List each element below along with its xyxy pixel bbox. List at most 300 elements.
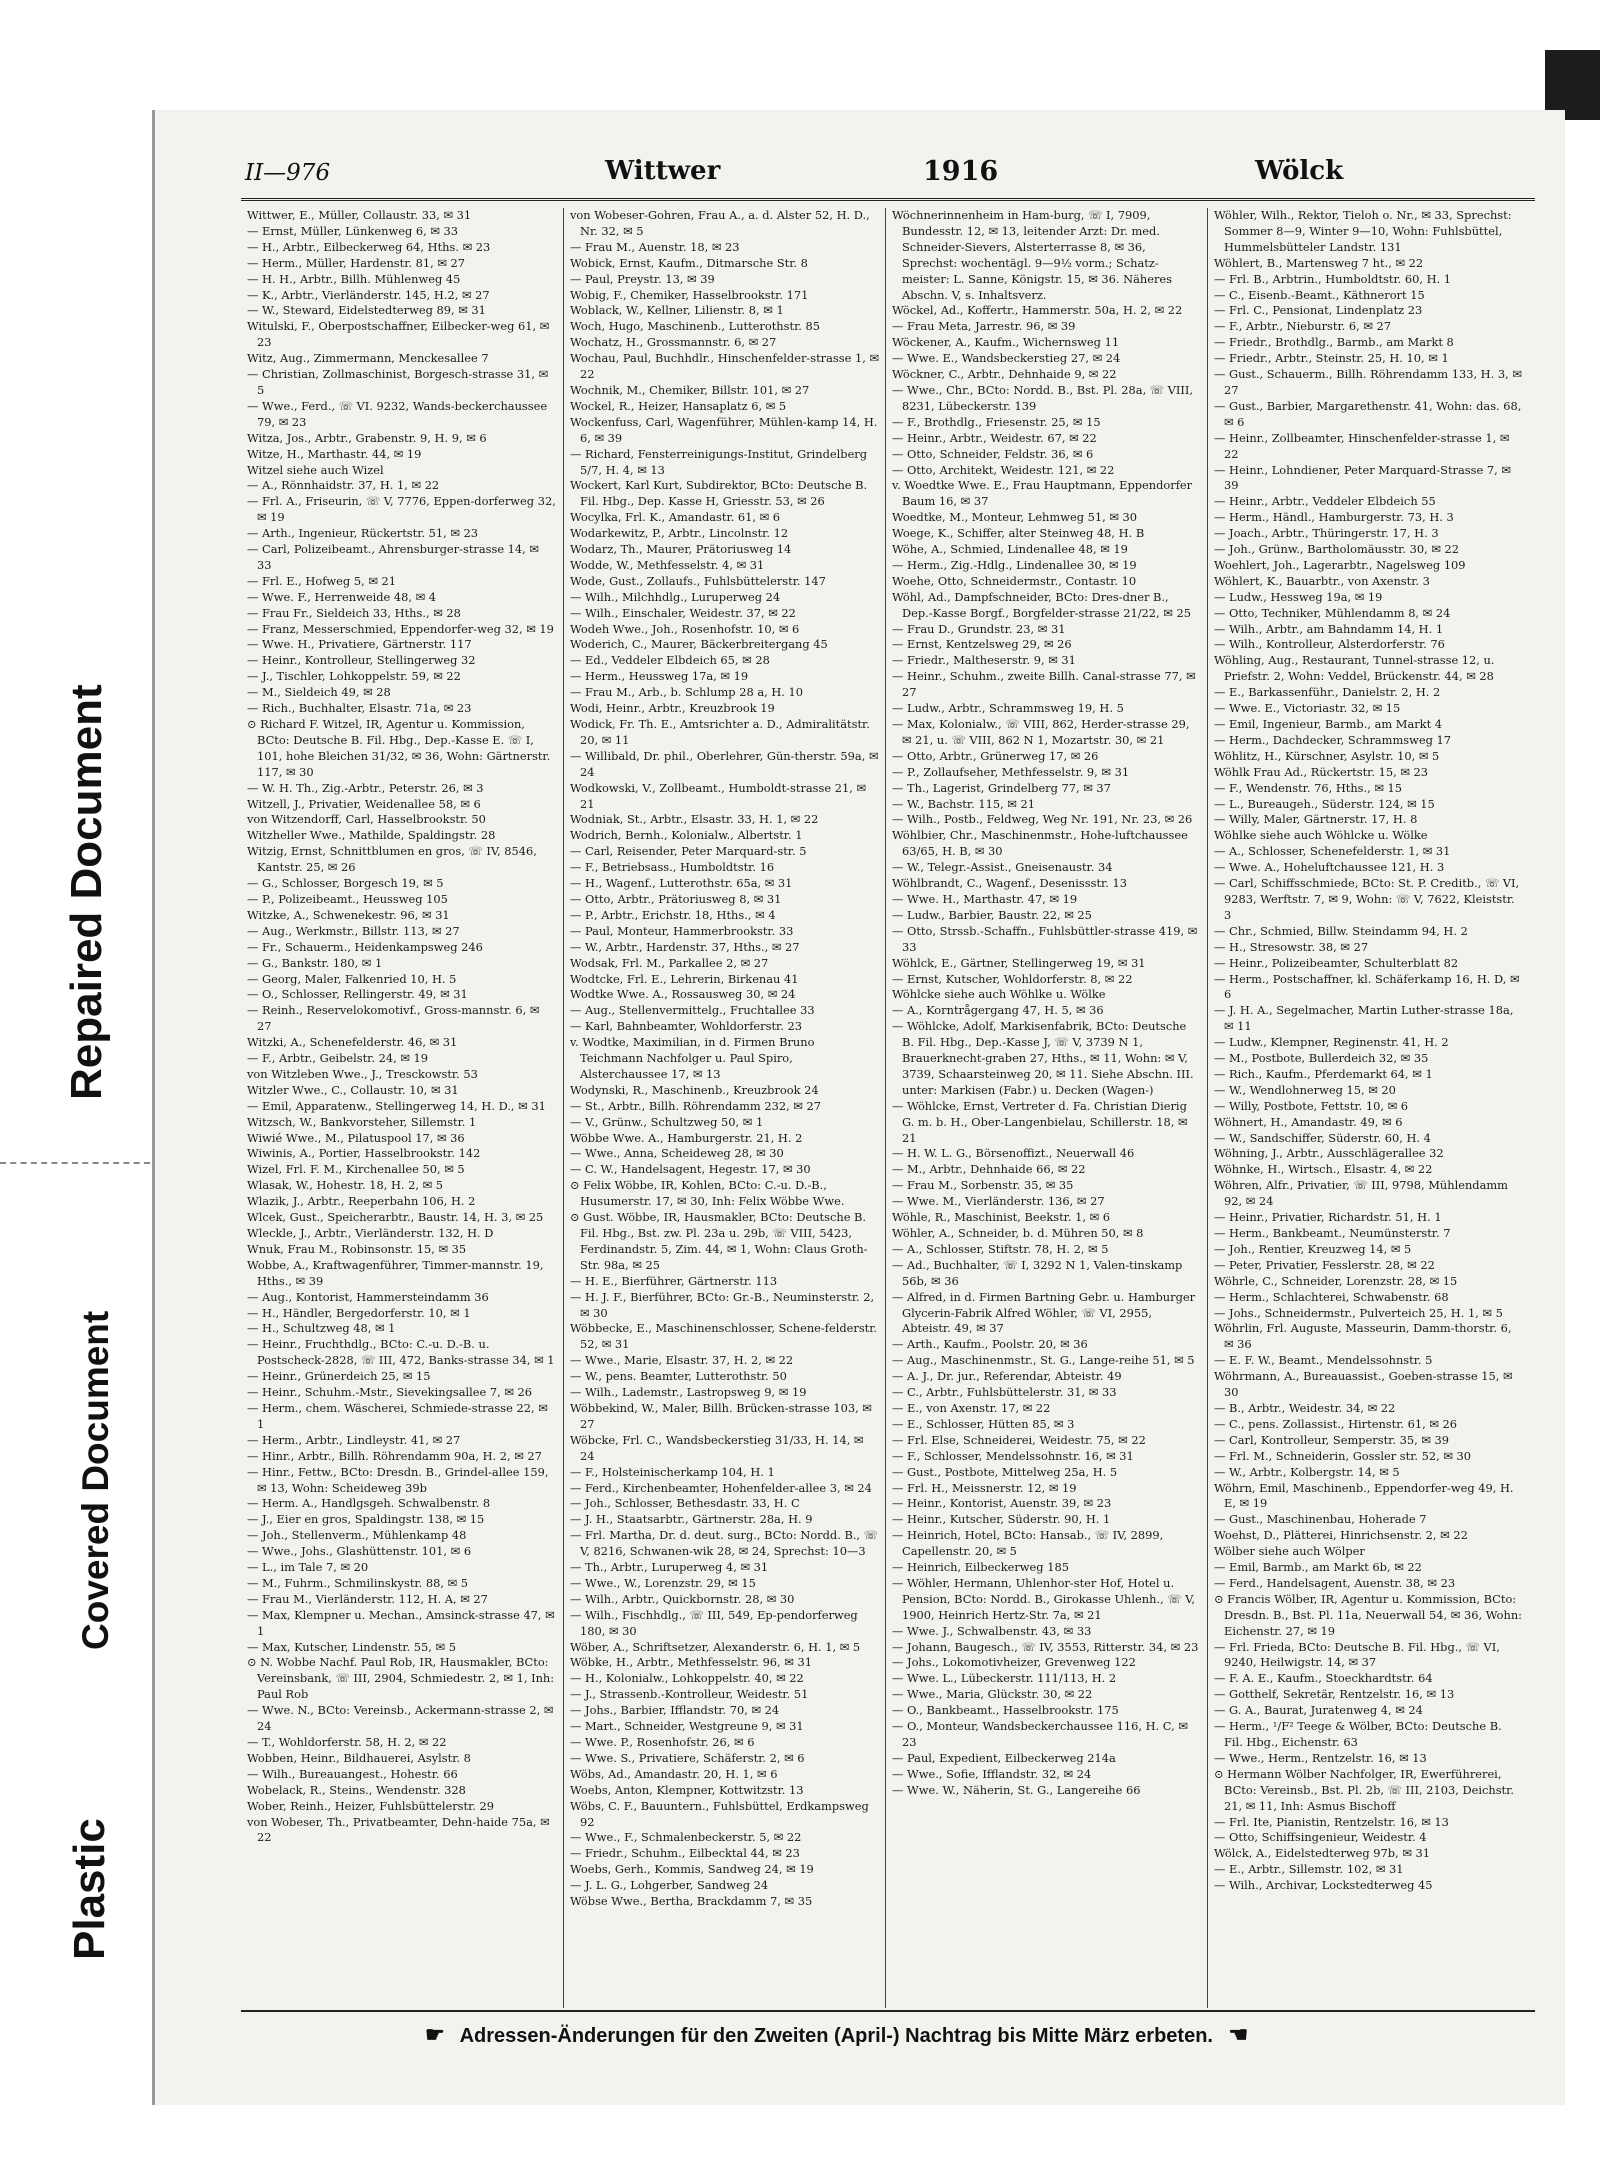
directory-entry: ⊙ Hermann Wölber Nachfolger, IR, Ewerführerei, BCto: Vereinsb., Bst. Pl. 2b, ☏ III, 2103, Deichstr. 21, ✉ 11, Inh: Asmus Bischoff: [1214, 1766, 1514, 1813]
directory-entry: — F., Wendenstr. 76, Hths., ✉ 15: [1214, 780, 1403, 795]
directory-entry: — Wilh., Milchhdlg., Luruperweg 24: [570, 589, 781, 604]
directory-entry: — H. J. F., Bierführer, BCto: Gr.-B., Neuminsterstr. 2, ✉ 30: [570, 1289, 875, 1320]
directory-entry: — Friedr., Brothdlg., Barmb., am Markt 8: [1214, 335, 1454, 350]
directory-entry: — M., Arbtr., Dehnhaide 66, ✉ 22: [892, 1162, 1086, 1177]
directory-entry: — P., Zollaufseher, Methfesselstr. 9, ✉ 31: [892, 764, 1130, 779]
directory-entry: von Witzleben Wwe., J., Tresckowstr. 53: [247, 1066, 478, 1081]
directory-entry: — Herm., Bankbeamt., Neumünsterstr. 7: [1214, 1226, 1451, 1240]
directory-entry: — Carl, Polizeibeamt., Ahrensburger-strasse 14, ✉ 33: [247, 542, 539, 572]
directory-entry: — Herm., ¹/F² Teege & Wölber, BCto: Deutsche B. Fil. Hbg., Eichenstr. 63: [1214, 1719, 1502, 1749]
directory-entry: Wockel, R., Heizer, Hansaplatz 6, ✉ 5: [570, 398, 787, 413]
directory-entry: — Karl, Bahnbeamter, Wohldorferstr. 23: [570, 1019, 802, 1034]
directory-entry: — F., Schlosser, Mendelssohnstr. 16, ✉ 31: [892, 1448, 1134, 1463]
directory-entry: Wlasak, W., Hohestr. 18, H. 2, ✉ 5: [247, 1178, 444, 1193]
footer-rule: [241, 2010, 1535, 2012]
directory-entry: — Ad., Buchhalter, ☏ I, 3292 N 1, Valen-tinskamp 56b, ✉ 36: [892, 1257, 1183, 1288]
directory-entry: Wöckner, C., Arbtr., Dehnhaide 9, ✉ 22: [892, 367, 1117, 382]
directory-entry: Witzler Wwe., C., Collaustr. 10, ✉ 31: [247, 1082, 459, 1097]
directory-entry: Witzke, A., Schwenekestr. 96, ✉ 31: [247, 907, 450, 922]
directory-entry: — Wilh., Arbtr., am Bahndamm 14, H. 1: [1214, 621, 1444, 636]
directory-entry: Witz, Aug., Zimmermann, Menckesallee 7: [247, 351, 489, 366]
directory-entry: von Witzendorff, Carl, Hasselbrookstr. 50: [247, 812, 486, 827]
directory-entry: ⊙ Francis Wölber, IR, Agentur u. Kommission, BCto: Dresdn. B., Bst. Pl. 11a, Neuerwall 54, ✉ 36, Wohn: Eichenstr. 27, ✉ 19: [1214, 1591, 1522, 1638]
repaired-document-label: Repaired Document: [62, 684, 111, 1100]
directory-entry: Wöbke, H., Arbtr., Methfesselstr. 96, ✉ 31: [570, 1655, 812, 1670]
directory-entry: — Otto, Schiffsingenieur, Weidestr. 4: [1214, 1830, 1427, 1845]
directory-entry: — J., Tischler, Lohkoppelstr. 59, ✉ 22: [247, 669, 461, 684]
directory-entry: — V., Grünw., Schultzweg 50, ✉ 1: [570, 1114, 764, 1129]
directory-entry: — K., Arbtr., Vierländerstr. 145, H.2, ✉ 27: [247, 287, 490, 302]
directory-entry: Wöhe, A., Schmied, Lindenallee 48, ✉ 19: [892, 542, 1128, 557]
directory-entry: — Herm., Händl., Hamburgerstr. 73, H. 3: [1214, 510, 1454, 525]
directory-entry: — G., Bankstr. 180, ✉ 1: [247, 955, 383, 970]
directory-entry: — H. H., Arbtr., Billh. Mühlenweg 45: [247, 271, 461, 286]
directory-entry: — H., Arbtr., Eilbeckerweg 64, Hths. ✉ 23: [247, 239, 491, 254]
directory-entry: — E., Arbtr., Sillemstr. 102, ✉ 31: [1214, 1862, 1404, 1877]
directory-entry: — Wilh., Einschaler, Weidestr. 37, ✉ 22: [570, 605, 796, 620]
directory-entry: — Herm., Arbtr., Lindleystr. 41, ✉ 27: [247, 1432, 461, 1447]
directory-entry: — Carl, Reisender, Peter Marquard-str. 5: [570, 844, 807, 859]
directory-entry: — H., Händler, Bergedorferstr. 10, ✉ 1: [247, 1305, 471, 1320]
directory-entry: — L., im Tale 7, ✉ 20: [247, 1560, 369, 1575]
directory-entry: — Wwe., Sofie, Ifflandstr. 32, ✉ 24: [892, 1766, 1092, 1781]
directory-entry: v. Wodtke, Maximilian, in d. Firmen Bruno Teichmann Nachfolger u. Paul Spiro, Alsterchaussee 17, ✉ 13: [570, 1035, 815, 1081]
directory-entry: — Fr., Schauerm., Heidenkampsweg 246: [247, 939, 483, 954]
directory-entry: — Wwe. F., Herrenweide 48, ✉ 4: [247, 589, 437, 604]
directory-entry: — Frau M., Arb., b. Schlump 28 a, H. 10: [570, 685, 804, 700]
directory-entry: — A. J., Dr. jur., Referendar, Abteistr. 49: [892, 1369, 1122, 1384]
directory-entry: — H., Schultzweg 48, ✉ 1: [247, 1321, 396, 1336]
directory-entry: Wöbbekind, W., Maler, Billh. Brücken-strasse 103, ✉ 27: [570, 1400, 872, 1431]
directory-entry: Wiwinis, A., Portier, Hasselbrookstr. 142: [247, 1146, 481, 1161]
directory-entry: — Heinr., Lohndiener, Peter Marquard-Strasse 7, ✉ 39: [1214, 462, 1511, 493]
directory-entry: ⊙ Felix Wöbbe, IR, Kohlen, BCto: C.-u. D.-B., Husumerstr. 17, ✉ 30, Inh: Felix Wöbbe Wwe.: [570, 1178, 845, 1209]
pointing-hand-right-icon: ☛: [425, 2022, 445, 2047]
directory-entry: Wöhling, Aug., Restaurant, Tunnel-strasse 12, u. Priefstr. 2, Wohn: Veddel, Brückenstr. 44, ✉ 28: [1214, 653, 1495, 684]
directory-entry: — Ludw., Arbtr., Schrammsweg 19, H. 5: [892, 701, 1124, 716]
column-3: [885, 208, 1207, 2008]
directory-entry: — C., pens. Zollassist., Hirtenstr. 61, ✉ 26: [1214, 1416, 1458, 1431]
directory-entry: — Rich., Buchhalter, Elsastr. 71a, ✉ 23: [247, 701, 472, 716]
directory-entry: — J. L. G., Lohgerber, Sandweg 24: [570, 1878, 769, 1893]
directory-entry: — Franz, Messerschmied, Eppendorfer-weg 32, ✉ 19: [247, 621, 554, 636]
directory-entry: — Gust., Postbote, Mittelweg 25a, H. 5: [892, 1464, 1118, 1479]
directory-entry: — Wwe. J., Schwalbenstr. 43, ✉ 33: [892, 1623, 1092, 1638]
directory-entry: Woehlert, Joh., Lagerarbtr., Nagelsweg 109: [1214, 557, 1466, 572]
directory-entry: — Wwe. L., Lübeckerstr. 111/113, H. 2: [892, 1671, 1117, 1686]
header-rule: [241, 198, 1535, 201]
directory-entry: — Gust., Maschinenbau, Hoherade 7: [1214, 1512, 1427, 1527]
directory-entry: — Herm., chem. Wäscherei, Schmiede-strasse 22, ✉ 1: [247, 1400, 548, 1431]
directory-entry: Wöhnert, H., Amandastr. 49, ✉ 6: [1214, 1114, 1403, 1129]
directory-entry: — Frau M., Sorbenstr. 35, ✉ 35: [892, 1178, 1074, 1193]
directory-entry: — Georg, Maler, Falkenried 10, H. 5: [247, 971, 457, 986]
directory-entry: — Otto, Arbtr., Grünerweg 17, ✉ 26: [892, 748, 1099, 763]
directory-entry: Wodynski, R., Maschinenb., Kreuzbrook 24: [570, 1082, 819, 1097]
directory-entry: Wöhlk Frau Ad., Rückertstr. 15, ✉ 23: [1214, 764, 1428, 779]
directory-entry: Wockenfuss, Carl, Wagenführer, Mühlen-kamp 14, H. 6, ✉ 39: [570, 414, 878, 445]
directory-entry: Wodeh Wwe., Joh., Rosenhofstr. 10, ✉ 6: [570, 621, 800, 636]
directory-entry: — Ed., Veddeler Elbdeich 65, ✉ 28: [570, 653, 770, 668]
directory-entry: Wöhler, Wilh., Rektor, Tieloh o. Nr., ✉ 33, Sprechst: Sommer 8—9, Winter 9—10, Wohn: Fuhlsbüttel, Hummelsbütteler Landstr. 131: [1214, 208, 1512, 254]
directory-entry: von Wobeser-Gohren, Frau A., a. d. Alster 52, H. D., Nr. 32, ✉ 5: [570, 208, 870, 238]
directory-entry: Witza, Jos., Arbtr., Grabenstr. 9, H. 9, ✉ 6: [247, 430, 487, 445]
directory-entry: — Arth., Kaufm., Poolstr. 20, ✉ 36: [892, 1337, 1088, 1352]
directory-entry: — Ludw., Barbier, Baustr. 22, ✉ 25: [892, 907, 1092, 922]
directory-entry: Wobelack, R., Steins., Wendenstr. 328: [247, 1782, 466, 1797]
directory-entry: Wobbe, A., Kraftwagenführer, Timmer-mannstr. 19, Hths., ✉ 39: [247, 1257, 544, 1288]
directory-entry: — P., Arbtr., Erichstr. 18, Hths., ✉ 4: [570, 907, 776, 922]
directory-entry: — Wilh., Bureauangest., Hohestr. 66: [247, 1766, 458, 1781]
directory-entry: Wodniak, St., Arbtr., Elsastr. 33, H. 1, ✉ 22: [570, 812, 819, 827]
directory-entry: Wiwié Wwe., M., Pilatuspool 17, ✉ 36: [247, 1130, 465, 1145]
sidebar-divider: [0, 1162, 150, 1164]
directory-entry: Wöhnke, H., Wirtsch., Elsastr. 4, ✉ 22: [1214, 1162, 1433, 1177]
directory-entry: — Frl. A., Friseurin, ☏ V, 7776, Eppen-dorferweg 32, ✉ 19: [247, 494, 556, 525]
directory-entry: — Wwe. M., Vierländerstr. 136, ✉ 27: [892, 1194, 1105, 1209]
directory-entry: — J. H. A., Segelmacher, Martin Luther-strasse 18a, ✉ 11: [1214, 1003, 1514, 1034]
directory-entry: — Wwe. P., Rosenhofstr. 26, ✉ 6: [570, 1735, 755, 1749]
directory-entry: Wöbbe Wwe. A., Hamburgerstr. 21, H. 2: [570, 1130, 803, 1145]
directory-entry: Wölber siehe auch Wölper: [1214, 1544, 1365, 1559]
directory-entry: — Friedr., Schuhm., Eilbecktal 44, ✉ 23: [570, 1846, 800, 1861]
directory-entry: — Otto, Schneider, Feldstr. 36, ✉ 6: [892, 446, 1094, 461]
directory-entry: — Heinr., Arbtr., Weidestr. 67, ✉ 22: [892, 430, 1097, 445]
directory-entry: Witze, H., Marthastr. 44, ✉ 19: [247, 446, 422, 461]
directory-entry: — Heinrich, Hotel, BCto: Hansab., ☏ IV, 2899, Capellenstr. 20, ✉ 5: [892, 1528, 1164, 1559]
directory-entry: — Chr., Schmied, Billw. Steindamm 94, H. 2: [1214, 923, 1468, 938]
directory-entry: — F., Holsteinischerkamp 104, H. 1: [570, 1464, 775, 1479]
directory-entry: Wöhrlin, Frl. Auguste, Masseurin, Damm-thorstr. 6, ✉ 36: [1214, 1321, 1512, 1352]
directory-entry: Wöckel, Ad., Koffertr., Hammerstr. 50a, H. 2, ✉ 22: [892, 303, 1183, 318]
directory-entry: — Emil, Barmb., am Markt 6b, ✉ 22: [1214, 1560, 1422, 1575]
directory-entry: — Reinh., Reservelokomotivf., Gross-mannstr. 6, ✉ 27: [247, 1003, 540, 1034]
directory-entry: — Wwe., F., Schmalenbeckerstr. 5, ✉ 22: [570, 1830, 802, 1845]
directory-entry: — Herm., Müller, Hardenstr. 81, ✉ 27: [247, 255, 466, 270]
directory-entry: — W., Telegr.-Assist., Gneisenaustr. 34: [892, 860, 1113, 875]
directory-entry: — Aug., Maschinenmstr., St. G., Lange-reihe 51, ✉ 5: [892, 1353, 1195, 1368]
directory-entry: — Th., Lagerist, Grindelberg 77, ✉ 37: [892, 780, 1111, 795]
directory-entry: — Wwe., Chr., BCto: Nordd. B., Bst. Pl. 28a, ☏ VIII, 8231, Lübeckerstr. 139: [892, 382, 1194, 413]
directory-entry: — Heinrich, Eilbeckerweg 185: [892, 1560, 1069, 1575]
directory-entry: — Johs., Schneidermstr., Pulverteich 25, H. 1, ✉ 5: [1214, 1305, 1503, 1320]
directory-page: [152, 110, 1565, 2105]
directory-entry: — Heinr., Privatier, Richardstr. 51, H. 1: [1214, 1210, 1442, 1225]
directory-entry: Witzel siehe auch Wizel: [247, 462, 384, 477]
directory-entry: Wöhning, J., Arbtr., Ausschlägerallee 32: [1214, 1146, 1444, 1161]
directory-entry: Witzell, J., Privatier, Weidenallee 58, ✉ 6: [247, 796, 481, 811]
directory-entry: — Otto, Strssb.-Schaffn., Fuhlsbüttler-strasse 419, ✉ 33: [892, 923, 1198, 954]
directory-entry: Wode, Gust., Zollaufs., Fuhlsbüttelerstr. 147: [570, 573, 826, 588]
directory-entry: — Mart., Schneider, Westgreune 9, ✉ 31: [570, 1719, 804, 1734]
directory-entry: — C., Arbtr., Fuhlsbüttelerstr. 31, ✉ 33: [892, 1385, 1117, 1400]
directory-entry: Woch, Hugo, Maschinenb., Lutterothstr. 85: [570, 319, 820, 334]
directory-entry: Wöbs, Ad., Amandastr. 20, H. 1, ✉ 6: [570, 1766, 778, 1781]
directory-entry: — W. H. Th., Zig.-Arbtr., Peterstr. 26, ✉ 3: [247, 780, 484, 795]
directory-entry: Wodick, Fr. Th. E., Amtsrichter a. D., Admiralitätstr. 20, ✉ 11: [570, 717, 870, 747]
directory-entry: — Joh., Grünw., Bartholomäusstr. 30, ✉ 22: [1214, 542, 1460, 557]
directory-entry: — Paul, Expedient, Eilbeckerweg 214a: [892, 1750, 1116, 1765]
directory-entry: Wodi, Heinr., Arbtr., Kreuzbrook 19: [570, 701, 775, 716]
directory-entry: Wöhler, A., Schneider, b. d. Mühren 50, ✉ 8: [892, 1226, 1144, 1240]
directory-entry: — Heinr., Polizeibeamter, Schulterblatt 82: [1214, 955, 1459, 970]
directory-entry: Wlcek, Gust., Speicherarbtr., Baustr. 14, H. 3, ✉ 25: [247, 1210, 544, 1225]
directory-entry: — M., Postbote, Bullerdeich 32, ✉ 35: [1214, 1051, 1429, 1066]
directory-entry: — Emil, Apparatenw., Stellingerweg 14, H. D., ✉ 31: [247, 1098, 546, 1113]
directory-entry: — Heinr., Schuhm.-Mstr., Sievekingsallee 7, ✉ 26: [247, 1385, 533, 1400]
pointing-hand-left-icon: ☚: [1228, 2022, 1249, 2047]
directory-entry: — Herm., Heussweg 17a, ✉ 19: [570, 669, 749, 684]
directory-entry: — Otto, Techniker, Mühlendamm 8, ✉ 24: [1214, 605, 1451, 620]
directory-entry: von Wobeser, Th., Privatbeamter, Dehn-haide 75a, ✉ 22: [247, 1814, 550, 1845]
directory-entry: — H. E., Bierführer, Gärtnerstr. 113: [570, 1273, 778, 1288]
directory-entry: — Paul, Preystr. 13, ✉ 39: [570, 271, 715, 286]
directory-entry: — Frl. Martha, Dr. d. deut. surg., BCto: Nordd. B., ☏ V, 8216, Schwanen-wik 28, ✉ 24, Sprechst: 10—3: [570, 1528, 878, 1559]
directory-entry: — Paul, Monteur, Hammerbrookstr. 33: [570, 923, 794, 938]
directory-entry: — Carl, Kontrolleur, Semperstr. 35, ✉ 39: [1214, 1432, 1449, 1447]
directory-entry: Wobben, Heinr., Bildhauerei, Asylstr. 8: [247, 1750, 471, 1765]
page-header: [245, 154, 1525, 198]
directory-entry: — A., Schlosser, Schenefelderstr. 1, ✉ 31: [1214, 844, 1451, 859]
directory-entry: — Wöhler, Hermann, Uhlenhor-ster Hof, Hotel u. Pension, BCto: Nordd. B., Girokasse Uhlenh., ☏ V, 1900, Heinrich Hertz-Str. 7a, ✉ 21: [892, 1575, 1196, 1622]
directory-entry: Wöhlke siehe auch Wöhlcke u. Wölke: [1214, 828, 1428, 843]
directory-entry: — Heinr., Arbtr., Veddeler Elbdeich 55: [1214, 494, 1436, 509]
directory-entry: Wodrich, Bernh., Kolonialw., Albertstr. 1: [570, 828, 803, 843]
directory-entry: Wochnik, M., Chemiker, Billstr. 101, ✉ 27: [570, 382, 810, 397]
directory-entry: — M., Sieldeich 49, ✉ 28: [247, 685, 391, 700]
directory-entry: — Emil, Ingenieur, Barmb., am Markt 4: [1214, 717, 1443, 731]
directory-entry: — Wwe. E., Wandsbeckerstieg 27, ✉ 24: [892, 351, 1121, 366]
right-keyword: Wölck: [1255, 156, 1344, 186]
directory-entry: — A., Rönnhaidstr. 37, H. 1, ✉ 22: [247, 478, 440, 493]
directory-entry: Wleckle, J., Arbtr., Vierländerstr. 132, H. D: [247, 1226, 494, 1240]
directory-entry: — Frl. E., Hofweg 5, ✉ 21: [247, 573, 396, 588]
directory-entry: Wöhlbier, Chr., Maschinenmstr., Hohe-luftchaussee 63/65, H. B, ✉ 30: [892, 828, 1188, 859]
directory-entry: Wobig, F., Chemiker, Hasselbrookstr. 171: [570, 287, 809, 302]
directory-entry: — Wwe., Ferd., ☏ VI. 9232, Wands-beckerchaussee 79, ✉ 23: [247, 398, 548, 429]
directory-entry: — Frl. B., Arbtrin., Humboldtstr. 60, H. 1: [1214, 271, 1452, 286]
directory-entry: Wodtcke, Frl. E., Lehrerin, Birkenau 41: [570, 971, 799, 986]
directory-entry: — Wwe. H., Privatiere, Gärtnerstr. 117: [247, 637, 472, 652]
directory-entry: — Aug., Werkmstr., Billstr. 113, ✉ 27: [247, 923, 460, 938]
directory-entry: — Max, Klempner u. Mechan., Amsinck-strasse 47, ✉ 1: [247, 1607, 555, 1638]
directory-entry: ⊙ Richard F. Witzel, IR, Agentur u. Kommission, BCto: Deutsche B. Fil. Hbg., Dep.-Kasse E. ☏ I, 101, hohe Bleichen 31/32, ✉ 36, Wohn: Gärtnerstr. 117, ✉ 30: [247, 717, 551, 779]
directory-entry: — W., Bachstr. 115, ✉ 21: [892, 796, 1035, 811]
directory-entry: — Ernst, Müller, Lünkenweg 6, ✉ 33: [247, 223, 458, 238]
column-2: [563, 208, 885, 2008]
directory-entry: Wöhle, R., Maschinist, Beekstr. 1, ✉ 6: [892, 1210, 1111, 1225]
directory-entry: Wöhl, Ad., Dampfschneider, BCto: Dres-dner B., Dep.-Kasse Borgf., Borgfelder-strasse 21/22, ✉ 25: [892, 589, 1191, 620]
directory-entry: — Richard, Fensterreinigungs-Institut, Grindelberg 5/7, H. 4, ✉ 13: [570, 446, 868, 477]
directory-entry: — Wwe. N., BCto: Vereinsb., Ackermann-strasse 2, ✉ 24: [247, 1703, 554, 1734]
directory-entry: Witzheller Wwe., Mathilde, Spaldingstr. 28: [247, 828, 496, 843]
directory-entry: — F., Betriebsass., Humboldtstr. 16: [570, 860, 775, 875]
directory-entry: ⊙ N. Wobbe Nachf. Paul Rob, IR, Hausmakler, BCto: Vereinsbank, ☏ III, 2904, Schmiedestr. 2, ✉ 1, Inh: Paul Rob: [247, 1655, 555, 1702]
directory-entry: — Wöhlcke, Adolf, Markisenfabrik, BCto: Deutsche B. Fil. Hbg., Dep.-Kasse J, ☏ V, 3739 N 1, Brauerknecht-graben 27, Hths., ✉ 11, Wohn: ✉ V, 3739, Schaarsteinweg 20, ✉ 11. Siehe Abschn. III. unter: Markisen (Fabr.) u. Decken (Wagen-): [892, 1019, 1194, 1097]
directory-entry: Wöhlert, B., Martensweg 7 ht., ✉ 22: [1214, 255, 1424, 270]
directory-entry: — T., Wohldorferstr. 58, H. 2, ✉ 22: [247, 1735, 447, 1749]
directory-entry: — H. W. L. G., Börsenoffizt., Neuerwall 46: [892, 1146, 1135, 1161]
directory-entry: — Ferd., Handelsagent, Auenstr. 38, ✉ 23: [1214, 1575, 1456, 1590]
directory-entry: — Wilh., Postb., Feldweg, Weg Nr. 191, Nr. 23, ✉ 26: [892, 812, 1193, 827]
directory-entry: Wochatz, H., Grossmannstr. 6, ✉ 27: [570, 335, 777, 350]
directory-entry: Woehe, Otto, Schneidermstr., Contastr. 10: [892, 573, 1137, 588]
directory-entry: — C., Eisenb.-Beamt., Käthnerort 15: [1214, 287, 1425, 302]
directory-entry: — Arth., Ingenieur, Rückertstr. 51, ✉ 23: [247, 526, 479, 541]
directory-entry: Wizel, Frl. F. M., Kirchenallee 50, ✉ 5: [247, 1162, 465, 1177]
directory-entry: — J., Strassenb.-Kontrolleur, Weidestr. 51: [570, 1687, 809, 1702]
directory-entry: — Friedr., Maltheserstr. 9, ✉ 31: [892, 653, 1076, 668]
directory-entry: — O., Monteur, Wandsbeckerchaussee 116, H. C, ✉ 23: [892, 1719, 1188, 1749]
directory-entry: — Frl. Else, Schneiderei, Weidestr. 75, ✉ 22: [892, 1432, 1146, 1447]
directory-entry: Wodde, W., Methfesselstr. 4, ✉ 31: [570, 557, 765, 572]
footer-text: Adressen-Änderungen für den Zweiten (April-) Nachtrag bis Mitte März erbeten.: [459, 2025, 1213, 2047]
directory-entry: Woebs, Gerh., Kommis, Sandweg 24, ✉ 19: [570, 1862, 814, 1877]
covered-document-label: Covered Document: [75, 1310, 116, 1650]
directory-entry: — Frau Fr., Sieldeich 33, Hths., ✉ 28: [247, 605, 461, 620]
directory-entry: ⊙ Gust. Wöbbe, IR, Hausmakler, BCto: Deutsche B. Fil. Hbg., Bst. zw. Pl. 23a u. 29b, ☏ VIII, 5423, Ferdinandstr. 5, Zim. 44, ✉ 1, Wohn: Claus Groth-Str. 98a, ✉ 25: [570, 1210, 868, 1272]
directory-entry: — St., Arbtr., Billh. Röhrendamm 232, ✉ 27: [570, 1098, 821, 1113]
directory-entry: — L., Bureaugeh., Süderstr. 124, ✉ 15: [1214, 796, 1435, 811]
directory-entry: — F., Arbtr., Geibelstr. 24, ✉ 19: [247, 1051, 429, 1066]
directory-entry: — Heinr., Kontrolleur, Stellingerweg 32: [247, 653, 476, 668]
directory-entry: — Max, Kutscher, Lindenstr. 55, ✉ 5: [247, 1639, 456, 1654]
directory-columns: [241, 208, 1529, 2008]
directory-entry: — Frau D., Grundstr. 23, ✉ 31: [892, 621, 1066, 636]
directory-entry: — Heinr., Schuhm., zweite Billh. Canal-strasse 77, ✉ 27: [892, 669, 1196, 700]
directory-entry: — Joh., Schlosser, Bethesdastr. 33, H. C: [570, 1496, 800, 1511]
directory-entry: — Aug., Stellenvermittelg., Fruchtallee 33: [570, 1003, 815, 1018]
directory-entry: — Ludw., Klempner, Reginenstr. 41, H. 2: [1214, 1035, 1449, 1050]
directory-entry: — W., Wendlohnerweg 15, ✉ 20: [1214, 1082, 1396, 1097]
directory-entry: — Wwe., Herm., Rentzelstr. 16, ✉ 13: [1214, 1750, 1427, 1765]
directory-entry: — Th., Arbtr., Luruperweg 4, ✉ 31: [570, 1560, 769, 1575]
directory-entry: — Frl. M., Schneiderin, Gossler str. 52, ✉ 30: [1214, 1448, 1472, 1463]
directory-entry: — Wwe., Johs., Glashüttenstr. 101, ✉ 6: [247, 1544, 472, 1559]
directory-entry: — Ludw., Hessweg 19a, ✉ 19: [1214, 589, 1383, 604]
directory-entry: Wockert, Karl Kurt, Subdirektor, BCto: Deutsche B. Fil. Hbg., Dep. Kasse H, Griesstr. 53, ✉ 26: [570, 478, 868, 509]
directory-entry: — E. F. W., Beamt., Mendelssohnstr. 5: [1214, 1353, 1433, 1368]
directory-entry: — Herm. A., Handlgsgeh. Schwalbenstr. 8: [247, 1496, 491, 1511]
directory-entry: — Wwe. S., Privatiere, Schäferstr. 2, ✉ 6: [570, 1750, 805, 1765]
directory-entry: — Wwe. A., Hoheluftchaussee 121, H. 3: [1214, 860, 1445, 875]
directory-entry: Wöhlert, K., Bauarbtr., von Axenstr. 3: [1214, 573, 1430, 588]
directory-entry: — Frl. H., Meissnerstr. 12, ✉ 19: [892, 1480, 1077, 1495]
directory-entry: — H., Stresowstr. 38, ✉ 27: [1214, 939, 1369, 954]
directory-entry: — Wilh., Arbtr., Quickbornstr. 28, ✉ 30: [570, 1591, 795, 1606]
directory-entry: — Hinr., Fettw., BCto: Dresdn. B., Grindel-allee 159, ✉ 13, Wohn: Scheideweg 39b: [247, 1464, 549, 1495]
directory-entry: Wöbbecke, E., Maschinenschlosser, Schene-felderstr. 52, ✉ 31: [570, 1321, 878, 1352]
directory-entry: Wocylka, Frl. K., Amandastr. 61, ✉ 6: [570, 510, 781, 525]
directory-entry: — Johann, Baugesch., ☏ IV, 3553, Ritterstr. 34, ✉ 23: [892, 1639, 1199, 1654]
archive-sidebar: [0, 0, 155, 2177]
year: 1916: [923, 156, 999, 187]
directory-entry: — Frl. Frieda, BCto: Deutsche B. Fil. Hbg., ☏ VI, 9240, Heilwigstr. 14, ✉ 37: [1214, 1639, 1500, 1670]
directory-entry: — Wwe., Anna, Scheideweg 28, ✉ 30: [570, 1146, 784, 1161]
directory-entry: — Herm., Postschaffner, kl. Schäferkamp 16, H. D, ✉ 6: [1214, 971, 1520, 1002]
directory-entry: — J. H., Staatsarbtr., Gärtnerstr. 28a, H. 9: [570, 1512, 813, 1527]
directory-entry: — Ernst, Kutscher, Wohldorferstr. 8, ✉ 22: [892, 971, 1133, 986]
column-1: [241, 208, 563, 2008]
directory-entry: Wöhlck, E., Gärtner, Stellingerweg 19, ✉ 31: [892, 955, 1146, 970]
directory-entry: — Gotthelf, Sekretär, Rentzelstr. 16, ✉ 13: [1214, 1687, 1455, 1702]
directory-entry: Woderich, C., Maurer, Bäckerbreitergang 45: [570, 637, 828, 652]
directory-entry: — Frau Meta, Jarrestr. 96, ✉ 39: [892, 319, 1076, 334]
directory-entry: — F., Arbtr., Nieburstr. 6, ✉ 27: [1214, 319, 1392, 334]
directory-entry: — O., Bankbeamt., Hasselbrookstr. 175: [892, 1703, 1119, 1718]
directory-entry: — Wwe. H., Marthastr. 47, ✉ 19: [892, 891, 1078, 906]
directory-entry: — F. A. E., Kaufm., Stoeckhardtstr. 64: [1214, 1671, 1433, 1686]
directory-entry: — H., Wagenf., Lutterothstr. 65a, ✉ 31: [570, 876, 793, 891]
directory-entry: Wittwer, E., Müller, Collaustr. 33, ✉ 31: [247, 208, 472, 222]
directory-entry: — Joh., Stellenverm., Mühlenkamp 48: [247, 1528, 467, 1543]
column-4: [1207, 208, 1529, 2008]
directory-entry: — Otto, Arbtr., Prätoriusweg 8, ✉ 31: [570, 891, 782, 906]
directory-entry: — Friedr., Arbtr., Steinstr. 25, H. 10, ✉ 1: [1214, 351, 1449, 366]
directory-entry: — Wwe., Maria, Glückstr. 30, ✉ 22: [892, 1687, 1093, 1702]
directory-entry: — F., Brothdlg., Friesenstr. 25, ✉ 15: [892, 414, 1101, 429]
directory-entry: — P., Polizeibeamt., Heussweg 105: [247, 891, 448, 906]
directory-entry: Wöbse Wwe., Bertha, Brackdamm 7, ✉ 35: [570, 1894, 813, 1909]
directory-entry: — Johs., Lokomotivheizer, Grevenweg 122: [892, 1655, 1136, 1670]
directory-entry: — Aug., Kontorist, Hammersteindamm 36: [247, 1289, 489, 1304]
directory-entry: — Hinr., Arbtr., Billh. Röhrendamm 90a, H. 2, ✉ 27: [247, 1448, 542, 1463]
directory-entry: — W., pens. Beamter, Lutterothstr. 50: [570, 1369, 787, 1384]
directory-entry: Wöhlcke siehe auch Wöhlke u. Wölke: [892, 987, 1106, 1002]
page-number: II—976: [245, 160, 331, 186]
directory-entry: Woedtke, M., Monteur, Lehmweg 51, ✉ 30: [892, 510, 1137, 525]
directory-entry: — Frau M., Auenstr. 18, ✉ 23: [570, 239, 740, 254]
directory-entry: — Wilh., Lademstr., Lastropsweg 9, ✉ 19: [570, 1385, 807, 1400]
directory-entry: — B., Arbtr., Weidestr. 34, ✉ 22: [1214, 1400, 1396, 1415]
directory-entry: Wöckener, A., Kaufm., Wichernsweg 11: [892, 335, 1120, 350]
directory-entry: — Gust., Barbier, Margarethenstr. 41, Wohn: das. 68, ✉ 6: [1214, 398, 1522, 429]
directory-entry: — W., Steward, Eidelstedterweg 89, ✉ 31: [247, 303, 486, 318]
directory-entry: — Wöhlcke, Ernst, Vertreter d. Fa. Christian Dierig G. m. b. H., Ober-Langenbielau, Schillerstr. 18, ✉ 21: [892, 1098, 1188, 1145]
directory-entry: v. Woedtke Wwe. E., Frau Hauptmann, Eppendorfer Baum 16, ✉ 37: [892, 478, 1193, 509]
directory-entry: — Joh., Rentier, Kreuzweg 14, ✉ 5: [1214, 1241, 1412, 1256]
directory-entry: — E., von Axenstr. 17, ✉ 22: [892, 1400, 1051, 1415]
directory-entry: — H., Kolonialw., Lohkoppelstr. 40, ✉ 22: [570, 1671, 804, 1686]
directory-entry: — Frl. C., Pensionat, Lindenplatz 23: [1214, 303, 1423, 318]
directory-entry: Wöhrle, C., Schneider, Lorenzstr. 28, ✉ 15: [1214, 1273, 1458, 1288]
directory-entry: — Ernst, Kentzelsweg 29, ✉ 26: [892, 637, 1072, 652]
directory-entry: Wodtke Wwe. A., Rossausweg 30, ✉ 24: [570, 987, 796, 1002]
directory-entry: Witzig, Ernst, Schnittblumen en gros, ☏ IV, 8546, Kantstr. 25, ✉ 26: [247, 844, 537, 875]
directory-entry: Witzki, A., Schenefelderstr. 46, ✉ 31: [247, 1035, 458, 1050]
directory-entry: Woege, K., Schiffer, alter Steinweg 48, H. B: [892, 526, 1145, 541]
directory-entry: Wöbs, C. F., Bauuntern., Fuhlsbüttel, Erdkampsweg 92: [570, 1798, 869, 1829]
directory-entry: — Wwe. W., Näherin, St. G., Langereihe 66: [892, 1782, 1141, 1797]
directory-entry: Wöber, A., Schriftsetzer, Alexanderstr. 6, H. 1, ✉ 5: [570, 1639, 861, 1654]
directory-entry: Wöbcke, Frl. C., Wandsbeckerstieg 31/33, H. 14, ✉ 24: [570, 1432, 864, 1463]
directory-entry: Wodarkewitz, P., Arbtr., Lincolnstr. 12: [570, 526, 789, 541]
directory-entry: Woebs, Anton, Klempner, Kottwitzstr. 13: [570, 1782, 804, 1797]
directory-entry: — Christian, Zollmaschinist, Borgesch-strasse 31, ✉ 5: [247, 367, 549, 397]
directory-entry: — Rich., Kaufm., Pferdemarkt 64, ✉ 1: [1214, 1066, 1433, 1081]
directory-entry: — Willy, Postbote, Fettstr. 10, ✉ 6: [1214, 1098, 1408, 1113]
directory-entry: — Alfred, in d. Firmen Bartning Gebr. u. Hamburger Glycerin-Fabrik Alfred Wöhler, ☏ VI, 2955, Abteistr. 49, ✉ 37: [892, 1289, 1196, 1336]
directory-entry: — Frau M., Vierländerstr. 112, H. A, ✉ 27: [247, 1591, 488, 1606]
directory-entry: — E., Schlosser, Hütten 85, ✉ 3: [892, 1416, 1075, 1431]
directory-entry: — Frl. Ite, Pianistin, Rentzelstr. 16, ✉ 13: [1214, 1814, 1449, 1829]
directory-entry: — Wwe., W., Lorenzstr. 29, ✉ 15: [570, 1575, 756, 1590]
directory-entry: Wöhlitz, H., Kürschner, Asylstr. 10, ✉ 5: [1214, 748, 1440, 763]
directory-entry: — Max, Kolonialw., ☏ VIII, 862, Herder-strasse 29, ✉ 21, u. ☏ VIII, 862 N 1, Mozartstr. 30, ✉ 21: [892, 717, 1190, 747]
directory-entry: Wochau, Paul, Buchhdlr., Hinschenfelder-strasse 1, ✉ 22: [570, 351, 880, 382]
directory-entry: Wlazik, J., Arbtr., Reeperbahn 106, H. 2: [247, 1194, 476, 1209]
directory-entry: — Heinr., Grünerdeich 25, ✉ 15: [247, 1369, 431, 1384]
